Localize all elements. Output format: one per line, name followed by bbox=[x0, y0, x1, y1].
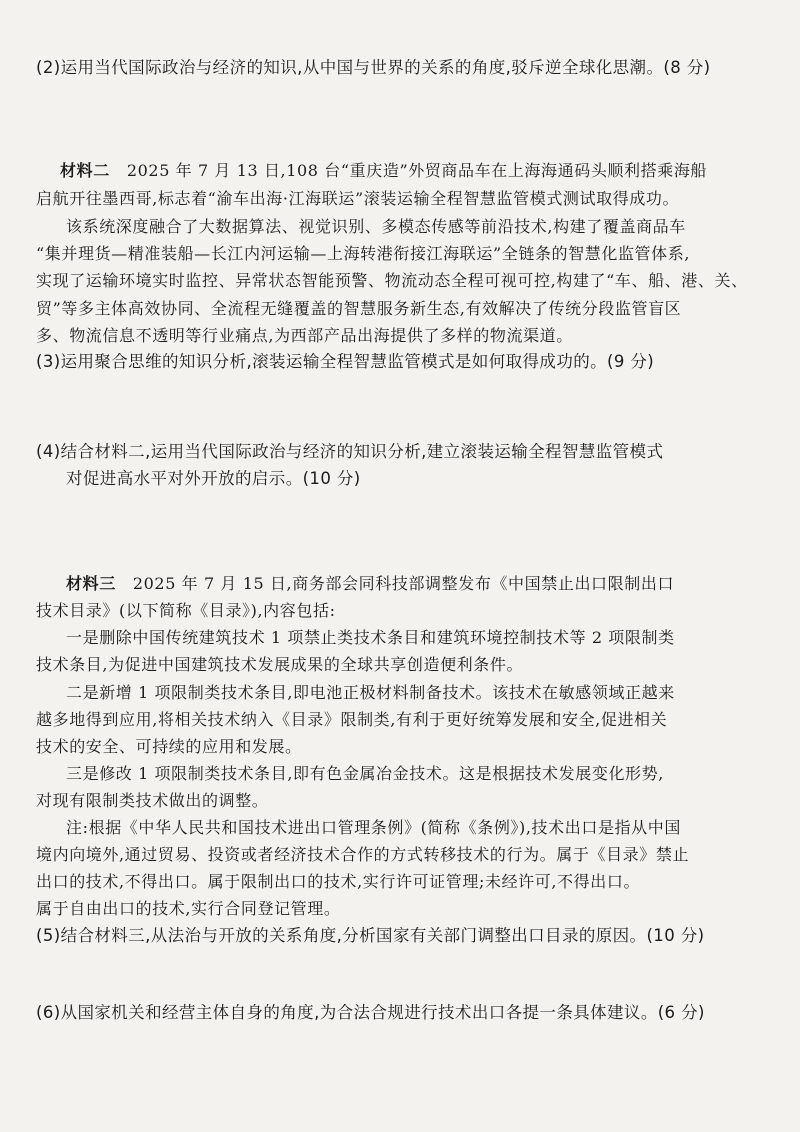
material-3-p4-line-1: 三是修改 1 项限制类技术条目,即有色金属冶金技术。这是根据技术发展变化形势, bbox=[66, 764, 664, 783]
material-2-p2-line-5: 多、物流信息不透明等行业痛点,为西部产品出海提供了多样的物流渠道。 bbox=[36, 326, 573, 345]
question-4-line-2: 对促进高水平对外开放的启示。(10 分) bbox=[66, 469, 361, 488]
material-3-label: 材料三 bbox=[66, 574, 116, 593]
material-2-label: 材料二 bbox=[60, 161, 110, 180]
material-3-p2-line-2: 技术条目,为促进中国建筑技术发展成果的全球共享创造便利条件。 bbox=[36, 655, 524, 674]
material-3-paragraph-1 bbox=[66, 571, 674, 597]
question-5: (5)结合材料三,从法治与开放的关系角度,分析国家有关部门调整出口目录的原因。(10 分) bbox=[36, 926, 705, 945]
question-2: (2)运用当代国际政治与经济的知识,从中国与世界的关系的角度,驳斥逆全球化思潮。(8 分) bbox=[36, 58, 711, 77]
question-4-line-1: (4)结合材料二,运用当代国际政治与经济的知识分析,建立滚装运输全程智慧监管模式 bbox=[36, 442, 664, 461]
material-2-p1-line-1: 2025 年 7 月 13 日,108 台“重庆造”外贸商品车在上海海通码头顺利搭乘海船 bbox=[126, 161, 708, 180]
material-3-p3-line-3: 技术的安全、可持续的应用和发展。 bbox=[36, 737, 302, 756]
material-2-p2-line-3: 实现了运输环境实时监控、异常状态智能预警、物流动态全程可视可控,构建了“车、船、港、关、 bbox=[36, 271, 748, 290]
material-2-p2-line-4: 贸”等多主体高效协同、全流程无缝覆盖的智慧服务新生态,有效解决了传统分段监管盲区 bbox=[36, 299, 682, 318]
question-6: (6)从国家机关和经营主体自身的角度,为合法合规进行技术出口各提一条具体建议。(6 分) bbox=[36, 1003, 705, 1022]
question-3: (3)运用聚合思维的知识分析,滚装运输全程智慧监管模式是如何取得成功的。(9 分) bbox=[36, 352, 655, 371]
material-3-note-line-1: 注:根据《中华人民共和国技术进出口管理条例》(简称《条例》),技术出口是指从中国 bbox=[66, 818, 681, 837]
material-2-p2-line-2: “集并理货—精准装船—长江内河运输—上海转港衔接江海联运”全链条的智慧化监管体系, bbox=[36, 244, 691, 263]
material-3-note-line-4: 属于自由出口的技术,实行合同登记管理。 bbox=[36, 899, 341, 918]
material-3-p2-line-1: 一是删除中国传统建筑技术 1 项禁止类技术条目和建筑环境控制技术等 2 项限制类 bbox=[66, 628, 675, 647]
material-3-note-line-3: 出口的技术,不得出口。属于限制出口的技术,实行许可证管理;未经许可,不得出口。 bbox=[36, 872, 641, 891]
material-3-note-line-2: 境内向境外,通过贸易、投资或者经济技术合作的方式转移技术的行为。属于《目录》禁止 bbox=[36, 845, 690, 864]
material-3-p1-line-2: 技术目录》(以下简称《目录》),内容包括: bbox=[36, 601, 336, 620]
material-2-p2-line-1: 该系统深度融合了大数据算法、视觉识别、多模态传感等前沿技术,构建了覆盖商品车 bbox=[66, 217, 686, 236]
material-3-p1-line-1: 2025 年 7 月 15 日,商务部会同科技部调整发布《中国禁止出口限制出口 bbox=[132, 574, 675, 593]
material-3-p3-line-1: 二是新增 1 项限制类技术条目,即电池正极材料制备技术。该技术在敏感领域正越来 bbox=[66, 683, 675, 702]
material-3-p4-line-2: 对现有限制类技术做出的调整。 bbox=[36, 791, 269, 810]
material-3-p3-line-2: 越多地得到应用,将相关技术纳入《目录》限制类,有利于更好统筹发展和安全,促进相关 bbox=[36, 710, 668, 729]
material-2-paragraph-1 bbox=[60, 158, 707, 184]
material-2-p1-line-2: 启航开往墨西哥,标志着“渝车出海·江海联运”滚装运输全程智慧监管模式测试取得成功。 bbox=[36, 189, 680, 208]
